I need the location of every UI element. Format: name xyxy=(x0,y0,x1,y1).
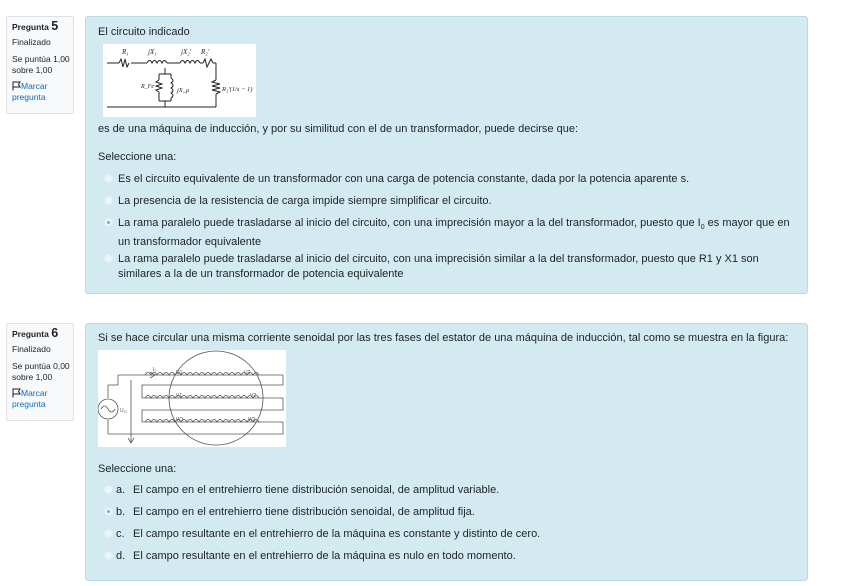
answer-text: El campo resultante en el entrehierro de la máquina es constante y distinto de cero. xyxy=(133,528,541,540)
answer-text-part: La rama paralelo puede trasladarse al inicio del circuito, con una imprecisión mayor a la del transformador, puesto que I xyxy=(118,217,701,229)
label-r1: R₁ xyxy=(122,48,129,56)
label-u1: U1 xyxy=(176,370,183,376)
label-current: I₀ xyxy=(153,367,157,373)
answer-letter: a. xyxy=(116,484,126,496)
label-r2: R₂' xyxy=(201,48,210,56)
question-number: 6 xyxy=(51,326,59,340)
answer-text: El campo resultante en el entrehierro de la máquina es nulo en todo momento. xyxy=(133,550,516,562)
flag-question-label: Marcar pregunta xyxy=(12,81,48,102)
answer-letter: b. xyxy=(116,506,126,518)
circuit-figure xyxy=(103,44,256,117)
answer-radio[interactable] xyxy=(104,485,113,494)
question-label: Pregunta xyxy=(12,22,49,32)
flag-icon xyxy=(12,81,21,91)
answer-text: Es el circuito equivalente de un transformador con una carga de potencia constante, dada por la potencia aparente s. xyxy=(118,173,690,185)
answer-prompt: Seleccione una: xyxy=(98,463,177,475)
question-info-6 xyxy=(6,323,74,421)
answer-text-part: es mayor que en un transformador equivalente xyxy=(118,217,790,249)
question-intro: Si se hace circular una misma corriente senoidal por las tres fases del estator de una máquina de inducción, tal como se muestra en la figura: xyxy=(98,332,789,344)
label-x2: jX₂' xyxy=(181,48,192,56)
question-stem: es de una máquina de inducción, y por su similitud con el de un transformador, puede decirse que: xyxy=(98,123,579,135)
question-grade: Se puntúa 1,00 sobre 1,00 xyxy=(12,54,70,75)
answer-letter: c. xyxy=(116,528,125,540)
question-state: Finalizado xyxy=(12,344,51,354)
answer-radio-selected[interactable] xyxy=(104,507,113,516)
stator-figure xyxy=(98,350,286,447)
answer-letter: d. xyxy=(116,550,126,562)
question-intro: El circuito indicado xyxy=(98,26,190,38)
label-rfe: R_Fe xyxy=(141,84,154,90)
answer-prompt: Seleccione una: xyxy=(98,151,177,163)
answer-radio[interactable] xyxy=(104,174,113,183)
label-w1: W1 xyxy=(176,417,184,423)
label-u2: U2 xyxy=(244,370,251,376)
question-label: Pregunta xyxy=(12,329,49,339)
label-x1: jX₁ xyxy=(148,48,157,56)
answer-radio[interactable] xyxy=(104,254,113,263)
answer-text: La rama paralelo puede trasladarse al inicio del circuito, con una imprecisión similar a la del transformador, puesto que R1 y X1 son similares a la de un transformador de potencia equivalente xyxy=(118,253,759,280)
label-source: U₁₂ xyxy=(120,408,128,414)
answer-radio-selected[interactable] xyxy=(104,218,113,227)
flag-icon xyxy=(12,388,21,398)
question-state: Finalizado xyxy=(12,37,51,47)
flag-question-link[interactable] xyxy=(12,81,73,103)
answer-subscript: 0 xyxy=(700,224,705,232)
label-v1: V1 xyxy=(176,393,183,399)
answer-text: El campo en el entrehierro tiene distribución senoidal, de amplitud fija. xyxy=(133,506,475,518)
flag-question-label: Marcar pregunta xyxy=(12,388,48,409)
question-content-5 xyxy=(85,16,808,294)
label-xmu: jX_μ xyxy=(177,87,190,94)
answer-radio[interactable] xyxy=(104,551,113,560)
label-w2: W2 xyxy=(248,417,256,423)
question-number: 5 xyxy=(51,19,59,33)
question-info-5 xyxy=(6,16,74,114)
answer-text: La presencia de la resistencia de carga impide siempre simplificar el circuito. xyxy=(118,195,492,207)
answer-text: El campo en el entrehierro tiene distribución senoidal, de amplitud variable. xyxy=(133,484,500,496)
answer-text xyxy=(118,216,798,250)
label-v2: V2 xyxy=(250,393,257,399)
answer-radio[interactable] xyxy=(104,196,113,205)
answer-radio[interactable] xyxy=(104,529,113,538)
label-load: R₂'(1/s − 1) xyxy=(222,86,253,93)
question-content-6 xyxy=(85,323,808,581)
question-grade: Se puntúa 0,00 sobre 1,00 xyxy=(12,361,70,382)
flag-question-link[interactable] xyxy=(12,388,73,410)
